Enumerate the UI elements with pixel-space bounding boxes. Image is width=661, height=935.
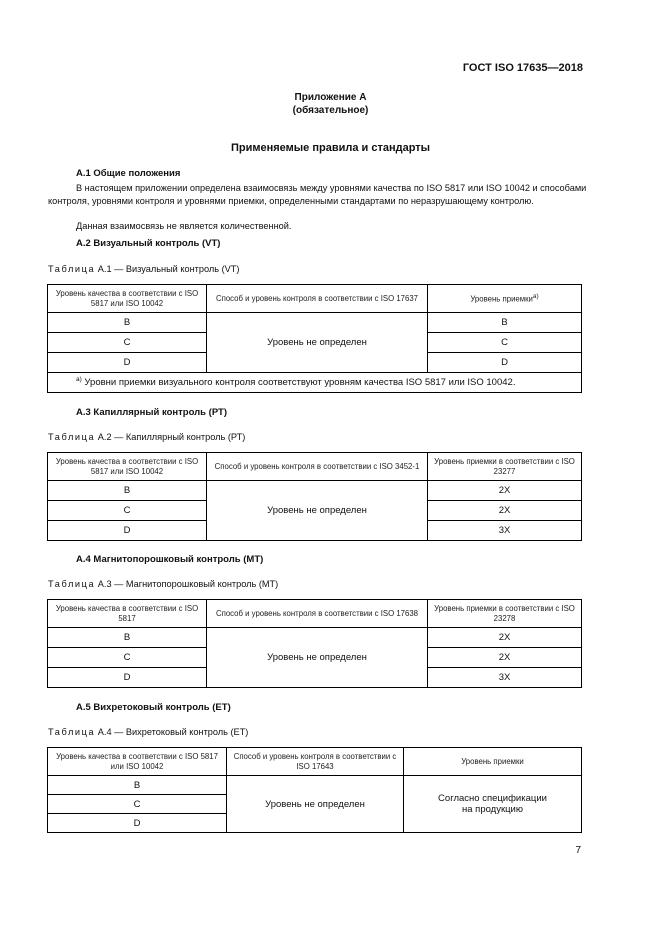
table-a2-caption-text: А.2 — Капиллярный контроль (РТ) bbox=[97, 432, 246, 442]
page-title: Применяемые правила и стандарты bbox=[230, 142, 431, 154]
table-a3-cell-acceptance: 2X bbox=[428, 648, 582, 668]
table-a1-caption-text: А.1 — Визуальный контроль (VT) bbox=[97, 264, 240, 274]
table-a2-header-acceptance: Уровень приемки в соответствии с ISO 23277 bbox=[428, 453, 582, 481]
table-a1-header-method: Способ и уровень контроля в соответствии с ISO 17637 bbox=[207, 285, 428, 313]
table-a4-caption bbox=[48, 727, 248, 737]
table-a4-cell-quality: B bbox=[48, 776, 227, 795]
table-a1-cell-acceptance: B bbox=[428, 313, 582, 333]
section-a4-heading: А.4 Магнитопорошковый контроль (МТ) bbox=[76, 554, 264, 565]
table-a1-cell-quality: D bbox=[48, 353, 207, 373]
table-a4 bbox=[47, 747, 582, 833]
table-a1-cell-quality: C bbox=[48, 333, 207, 353]
table-a3-caption-text: А.3 — Магнитопорошковый контроль (МТ) bbox=[97, 579, 279, 589]
table-a1-cell-quality: B bbox=[48, 313, 207, 333]
footnote-marker: а) bbox=[532, 293, 539, 301]
table-a1-header-quality: Уровень качества в соответствии с ISO 5817 или ISO 10042 bbox=[48, 285, 207, 313]
table-a1-footnote bbox=[48, 373, 582, 393]
table-a3-caption bbox=[48, 579, 278, 589]
table-a1-footnote-text: Уровни приемки визуального контроля соответствуют уровням качества ISO 5817 или ISO 10042. bbox=[84, 377, 516, 389]
table-a3-cell-quality: D bbox=[48, 668, 207, 688]
table-a3-cell-method: Уровень не определен bbox=[207, 628, 428, 688]
table-a4-cell-acceptance: Согласно спецификации на продукцию bbox=[404, 776, 582, 833]
table-a1-cell-acceptance: D bbox=[428, 353, 582, 373]
table-a1 bbox=[47, 284, 582, 393]
table-a2-header-quality: Уровень качества в соответствии с ISO 5817 или ISO 10042 bbox=[48, 453, 207, 481]
section-a1-heading: А.1 Общие положения bbox=[76, 168, 181, 179]
standard-designation: ГОСТ ISO 17635—2018 bbox=[462, 62, 583, 74]
section-a2-heading: А.2 Визуальный контроль (VT) bbox=[76, 238, 221, 249]
appendix-title: Приложение А bbox=[294, 92, 367, 103]
table-a3-header-acceptance: Уровень приемки в соответствии с ISO 23278 bbox=[428, 600, 582, 628]
table-a2-cell-quality: C bbox=[48, 501, 207, 521]
section-a3-heading: А.3 Капиллярный контроль (РТ) bbox=[76, 407, 227, 418]
section-a1-paragraph-2: Данная взаимосвязь не является количественной. bbox=[76, 221, 292, 231]
section-a5-heading: А.5 Вихретоковый контроль (ЕТ) bbox=[76, 702, 231, 713]
table-a2-caption-prefix: Таблица bbox=[48, 432, 96, 442]
table-a2 bbox=[47, 452, 582, 541]
table-a3 bbox=[47, 599, 582, 688]
table-a4-caption-text: А.4 — Вихретоковый контроль (ЕТ) bbox=[97, 727, 249, 737]
table-a4-caption-prefix: Таблица bbox=[48, 727, 96, 737]
table-a2-cell-method: Уровень не определен bbox=[207, 481, 428, 541]
table-a3-caption-prefix: Таблица bbox=[48, 579, 96, 589]
page-number: 7 bbox=[575, 845, 581, 856]
table-a3-cell-quality: C bbox=[48, 648, 207, 668]
table-a1-header-acceptance bbox=[428, 285, 582, 313]
table-a1-cell-method: Уровень не определен bbox=[207, 313, 428, 373]
table-a3-header-method: Способ и уровень контроля в соответствии с ISO 17638 bbox=[207, 600, 428, 628]
table-a2-cell-quality: D bbox=[48, 521, 207, 541]
table-a2-cell-quality: B bbox=[48, 481, 207, 501]
table-a1-cell-acceptance: C bbox=[428, 333, 582, 353]
footnote-marker: а) bbox=[76, 376, 82, 384]
table-a3-cell-acceptance: 2X bbox=[428, 628, 582, 648]
table-a4-header-acceptance: Уровень приемки bbox=[404, 748, 582, 776]
table-a4-cell-quality: C bbox=[48, 795, 227, 814]
table-a2-cell-acceptance: 3X bbox=[428, 521, 582, 541]
table-a3-cell-acceptance: 3X bbox=[428, 668, 582, 688]
table-a1-header-acceptance-text: Уровень приемки bbox=[470, 295, 533, 305]
table-a4-header-quality: Уровень качества в соответствии с ISO 5817 или ISO 10042 bbox=[48, 748, 227, 776]
appendix-status: (обязательное) bbox=[292, 105, 369, 116]
table-a4-cell-quality: D bbox=[48, 814, 227, 833]
table-a3-cell-quality: B bbox=[48, 628, 207, 648]
table-a4-header-method: Способ и уровень контроля в соответствии с ISO 17643 bbox=[227, 748, 404, 776]
table-a3-header-quality: Уровень качества в соответствии с ISO 5817 bbox=[48, 600, 207, 628]
section-a1-paragraph-1: В настоящем приложении определена взаимосвязь между уровнями качества по ISO 5817 или ISO 10042 и способами контроля, уровнями контроля и уровнями приемки, определенными стандартами по неразрушающему контролю. bbox=[48, 183, 587, 206]
table-a4-cell-method: Уровень не определен bbox=[227, 776, 404, 833]
table-a2-cell-acceptance: 2X bbox=[428, 481, 582, 501]
table-a2-header-method: Способ и уровень контроля в соответствии с ISO 3452-1 bbox=[207, 453, 428, 481]
table-a2-cell-acceptance: 2X bbox=[428, 501, 582, 521]
table-a1-caption-prefix: Таблица bbox=[48, 264, 96, 274]
table-a1-caption bbox=[48, 264, 239, 274]
table-a2-caption bbox=[48, 432, 245, 442]
